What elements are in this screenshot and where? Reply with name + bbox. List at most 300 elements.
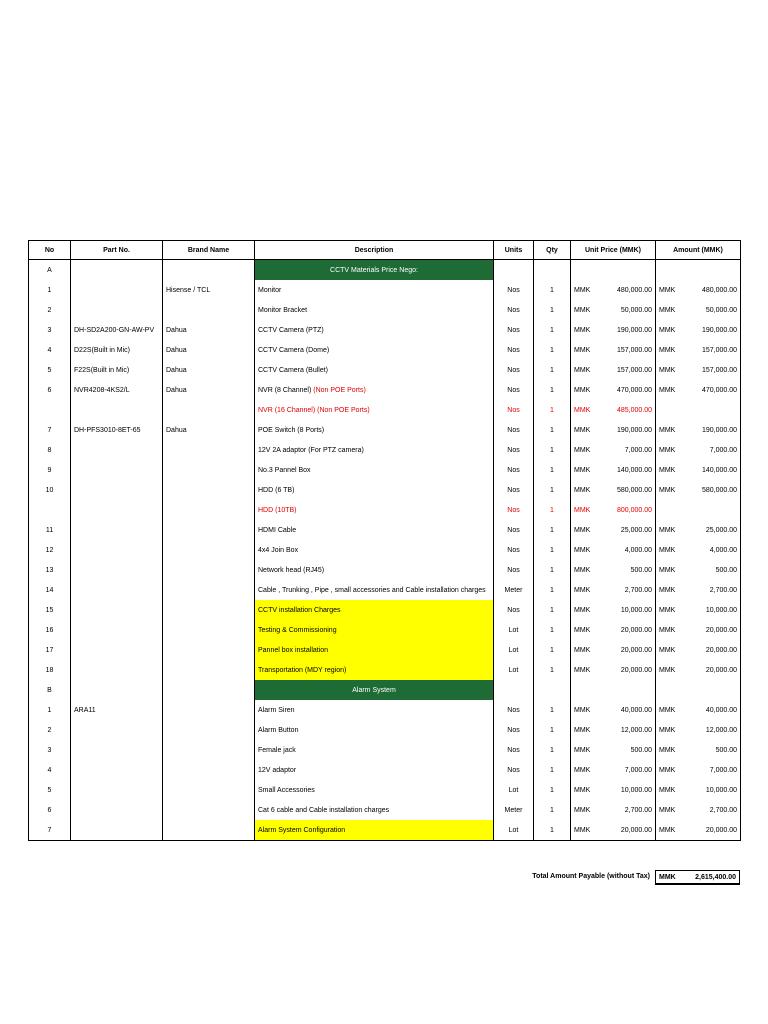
amount-cell	[656, 420, 741, 440]
quantity: 1	[534, 760, 571, 780]
value: 20,000.00	[620, 646, 652, 654]
amount-cell	[656, 320, 741, 340]
part-number	[71, 540, 163, 560]
currency-label: MMK	[659, 286, 676, 294]
brand-name	[163, 740, 255, 760]
amount-cell	[656, 520, 741, 540]
table-row	[29, 660, 741, 680]
brand-name	[163, 440, 255, 460]
amount-cell	[656, 540, 741, 560]
table-row	[29, 460, 741, 480]
unit-price-cell	[571, 780, 656, 800]
brand-name	[163, 660, 255, 680]
table-row	[29, 540, 741, 560]
value: 157,000.00	[701, 366, 737, 374]
amount-cell	[656, 360, 741, 380]
row-number: 2	[29, 300, 71, 320]
unit-price-cell	[571, 740, 656, 760]
table-row	[29, 480, 741, 500]
currency-label: MMK	[659, 386, 676, 394]
value: 157,000.00	[701, 346, 737, 354]
brand-cell	[163, 680, 255, 700]
table-row	[29, 620, 741, 640]
description	[255, 340, 494, 360]
row-number: 7	[29, 420, 71, 440]
row-number: A	[29, 260, 71, 281]
part-number: DH-SD2A200-GN-AW-PV	[71, 320, 163, 340]
amount-cell	[656, 580, 741, 600]
quantity: 1	[534, 600, 571, 620]
amount-cell	[656, 400, 741, 420]
value: 190,000.00	[701, 326, 737, 334]
table-row	[29, 560, 741, 580]
unit-price-cell	[571, 520, 656, 540]
currency-label: MMK	[659, 486, 676, 494]
table-row	[29, 780, 741, 800]
description	[255, 540, 494, 560]
table-row	[29, 360, 741, 380]
part-number	[71, 640, 163, 660]
brand-name: Dahua	[163, 340, 255, 360]
amount-cell	[656, 440, 741, 460]
amount-cell	[656, 800, 741, 820]
amount-cell	[656, 760, 741, 780]
quantity: 1	[534, 520, 571, 540]
description	[255, 480, 494, 500]
currency-label: MMK	[574, 346, 591, 354]
units: Nos	[494, 720, 534, 740]
table-row	[29, 800, 741, 820]
row-number: 1	[29, 280, 71, 300]
description	[255, 380, 494, 400]
value: 40,000.00	[620, 706, 652, 714]
description-text: Cable , Trunking , Pipe , small accessories and Cable installation charges	[258, 586, 486, 594]
table-row	[29, 420, 741, 440]
units: Lot	[494, 640, 534, 660]
description-text: Cat 6 cable and Cable installation charges	[258, 806, 390, 814]
units: Nos	[494, 760, 534, 780]
units: Nos	[494, 500, 534, 520]
unit-price-cell	[571, 600, 656, 620]
description	[255, 320, 494, 340]
description	[255, 500, 494, 520]
description-text: POE Switch (8 Ports)	[258, 426, 325, 434]
row-number: 5	[29, 780, 71, 800]
currency-label: MMK	[574, 766, 591, 774]
quantity: 1	[534, 340, 571, 360]
empty-cell	[494, 260, 534, 281]
unit-price-cell	[571, 660, 656, 680]
amount-cell	[656, 720, 741, 740]
unit-price-cell	[571, 580, 656, 600]
amount-cell	[656, 640, 741, 660]
value: 485,000.00	[616, 406, 652, 414]
currency-label: MMK	[659, 366, 676, 374]
value: 20,000.00	[620, 666, 652, 674]
row-number: 10	[29, 480, 71, 500]
currency-label: MMK	[659, 726, 676, 734]
units: Nos	[494, 520, 534, 540]
currency-label: MMK	[574, 706, 591, 714]
quantity: 1	[534, 820, 571, 841]
description-text: Alarm System Configuration	[258, 826, 346, 834]
table-row	[29, 380, 741, 400]
currency-label: MMK	[574, 786, 591, 794]
currency-label: MMK	[659, 646, 676, 654]
part-number	[71, 660, 163, 680]
units: Meter	[494, 580, 534, 600]
currency-label: MMK	[574, 446, 591, 454]
units: Lot	[494, 780, 534, 800]
row-number: 1	[29, 700, 71, 720]
row-number: 2	[29, 720, 71, 740]
section-row	[29, 680, 741, 700]
value: 157,000.00	[616, 366, 652, 374]
value: 40,000.00	[705, 706, 737, 714]
value: 190,000.00	[616, 426, 652, 434]
empty-cell	[656, 260, 741, 281]
row-number: 12	[29, 540, 71, 560]
currency-label: MMK	[659, 326, 676, 334]
description	[255, 420, 494, 440]
value: 2,700.00	[709, 586, 737, 594]
currency-label: MMK	[659, 526, 676, 534]
row-number: 16	[29, 620, 71, 640]
table-header-row	[29, 241, 741, 260]
row-number: 17	[29, 640, 71, 660]
amount-cell	[656, 600, 741, 620]
brand-name	[163, 520, 255, 540]
unit-price-cell	[571, 380, 656, 400]
unit-price-cell	[571, 440, 656, 460]
value: 20,000.00	[705, 646, 737, 654]
quantity: 1	[534, 360, 571, 380]
quantity: 1	[534, 580, 571, 600]
description	[255, 660, 494, 680]
description-text: 12V 2A adaptor (For PTZ camera)	[258, 446, 364, 454]
unit-price-cell	[571, 640, 656, 660]
row-number: 11	[29, 520, 71, 540]
unit-price-cell	[571, 800, 656, 820]
value: 480,000.00	[616, 286, 652, 294]
description-text: No.3 Pannel Box	[258, 466, 311, 474]
currency-label: MMK	[574, 626, 591, 634]
currency-label: MMK	[574, 606, 591, 614]
part-number: F22S(Built in Mic)	[71, 360, 163, 380]
quantity: 1	[534, 540, 571, 560]
total-label: Total Amount Payable (without Tax)	[532, 873, 650, 880]
part-number	[71, 720, 163, 740]
section-title: Alarm System	[255, 680, 494, 700]
quantity: 1	[534, 280, 571, 300]
value: 10,000.00	[705, 786, 737, 794]
unit-price-cell	[571, 620, 656, 640]
description-text: CCTV installation Charges	[258, 606, 341, 614]
row-number: 7	[29, 820, 71, 841]
description-text: Monitor Bracket	[258, 306, 308, 314]
currency-label: MMK	[574, 326, 591, 334]
table-row	[29, 300, 741, 320]
brand-name	[163, 580, 255, 600]
unit-price-cell	[571, 480, 656, 500]
brand-name	[163, 460, 255, 480]
units: Nos	[494, 380, 534, 400]
table-row	[29, 500, 741, 520]
row-number: B	[29, 680, 71, 700]
brand-name	[163, 540, 255, 560]
description-text: Network head (RJ45)	[258, 566, 325, 574]
description	[255, 720, 494, 740]
description-text: Small Accessories	[258, 786, 315, 794]
description	[255, 440, 494, 460]
value: 20,000.00	[620, 626, 652, 634]
quantity: 1	[534, 320, 571, 340]
value: 500.00	[630, 566, 652, 574]
description-text: Female jack	[258, 746, 296, 754]
description	[255, 460, 494, 480]
value: 7,000.00	[624, 766, 652, 774]
description	[255, 400, 494, 420]
currency-label: MMK	[574, 746, 591, 754]
currency-label: MMK	[574, 646, 591, 654]
section-row	[29, 260, 741, 281]
units: Meter	[494, 800, 534, 820]
currency-label: MMK	[574, 566, 591, 574]
quantity: 1	[534, 300, 571, 320]
brand-name	[163, 800, 255, 820]
part-number	[71, 580, 163, 600]
row-number: 13	[29, 560, 71, 580]
unit-price-cell	[571, 360, 656, 380]
table-body	[29, 260, 741, 841]
amount-cell	[656, 740, 741, 760]
description-text: NVR (8 Channel)	[258, 386, 312, 394]
value: 470,000.00	[701, 386, 737, 394]
description	[255, 700, 494, 720]
units: Nos	[494, 280, 534, 300]
value: 190,000.00	[701, 426, 737, 434]
description-text: HDMI Cable	[258, 526, 297, 534]
brand-name	[163, 560, 255, 580]
quantity: 1	[534, 380, 571, 400]
description-text: CCTV Camera (Dome)	[258, 346, 330, 354]
part-number	[71, 620, 163, 640]
part-number	[71, 600, 163, 620]
part-number	[71, 520, 163, 540]
row-number	[29, 500, 71, 520]
value: 50,000.00	[620, 306, 652, 314]
amount-cell	[656, 300, 741, 320]
description	[255, 520, 494, 540]
units: Nos	[494, 400, 534, 420]
units: Nos	[494, 480, 534, 500]
quantity: 1	[534, 660, 571, 680]
value: 500.00	[715, 746, 737, 754]
part-cell	[71, 260, 163, 281]
description-text: Alarm Siren	[258, 706, 295, 714]
currency-label: MMK	[659, 766, 676, 774]
unit-price-cell	[571, 500, 656, 520]
brand-name	[163, 600, 255, 620]
value: 2,700.00	[709, 806, 737, 814]
value: 4,000.00	[624, 546, 652, 554]
currency-label: MMK	[659, 826, 676, 834]
units: Nos	[494, 440, 534, 460]
table-row	[29, 640, 741, 660]
empty-cell	[571, 680, 656, 700]
part-number: NVR4208-4KS2/L	[71, 380, 163, 400]
value: 4,000.00	[709, 546, 737, 554]
units: Lot	[494, 620, 534, 640]
description-text: HDD (10TB)	[258, 506, 297, 514]
unit-price-cell	[571, 700, 656, 720]
empty-cell	[494, 680, 534, 700]
column-header: Amount (MMK)	[656, 241, 741, 260]
quantity: 1	[534, 480, 571, 500]
value: 7,000.00	[709, 766, 737, 774]
amount-cell	[656, 820, 741, 841]
units: Nos	[494, 560, 534, 580]
quantity: 1	[534, 440, 571, 460]
value: 7,000.00	[624, 446, 652, 454]
column-header: Part No.	[71, 241, 163, 260]
value: 12,000.00	[620, 726, 652, 734]
total-currency: MMK	[659, 873, 676, 881]
value: 800,000.00	[616, 506, 652, 514]
brand-name	[163, 720, 255, 740]
column-header: Brand Name	[163, 241, 255, 260]
unit-price-cell	[571, 300, 656, 320]
value: 20,000.00	[705, 626, 737, 634]
value: 480,000.00	[701, 286, 737, 294]
description-text: 4x4 Join Box	[258, 546, 299, 554]
value: 140,000.00	[701, 466, 737, 474]
description	[255, 620, 494, 640]
table-row	[29, 280, 741, 300]
description-text: Transportation (MDY region)	[258, 666, 347, 674]
quantity: 1	[534, 800, 571, 820]
currency-label: MMK	[659, 806, 676, 814]
value: 190,000.00	[616, 326, 652, 334]
currency-label: MMK	[574, 506, 591, 514]
description-text: 12V adaptor	[258, 766, 297, 774]
quantity: 1	[534, 720, 571, 740]
quantity: 1	[534, 740, 571, 760]
quantity: 1	[534, 620, 571, 640]
part-number	[71, 560, 163, 580]
units: Nos	[494, 460, 534, 480]
value: 470,000.00	[616, 386, 652, 394]
currency-label: MMK	[574, 526, 591, 534]
description	[255, 800, 494, 820]
total-amount-box	[655, 870, 740, 885]
empty-cell	[571, 260, 656, 281]
currency-label: MMK	[574, 306, 591, 314]
currency-label: MMK	[659, 346, 676, 354]
unit-price-cell	[571, 420, 656, 440]
value: 25,000.00	[705, 526, 737, 534]
value: 500.00	[630, 746, 652, 754]
part-number	[71, 400, 163, 420]
value: 10,000.00	[620, 786, 652, 794]
brand-name	[163, 480, 255, 500]
table-row	[29, 440, 741, 460]
currency-label: MMK	[659, 306, 676, 314]
currency-label: MMK	[574, 666, 591, 674]
unit-price-cell	[571, 720, 656, 740]
row-number: 14	[29, 580, 71, 600]
amount-cell	[656, 660, 741, 680]
brand-name	[163, 620, 255, 640]
value: 20,000.00	[705, 666, 737, 674]
units: Nos	[494, 420, 534, 440]
amount-cell	[656, 780, 741, 800]
quantity: 1	[534, 420, 571, 440]
part-number: ARA11	[71, 700, 163, 720]
description	[255, 580, 494, 600]
part-number	[71, 300, 163, 320]
currency-label: MMK	[574, 826, 591, 834]
row-number: 8	[29, 440, 71, 460]
currency-label: MMK	[574, 366, 591, 374]
table-row	[29, 600, 741, 620]
brand-name	[163, 640, 255, 660]
row-number: 15	[29, 600, 71, 620]
table-row	[29, 740, 741, 760]
unit-price-cell	[571, 340, 656, 360]
brand-name: Hisense / TCL	[163, 280, 255, 300]
units: Nos	[494, 740, 534, 760]
quantity: 1	[534, 780, 571, 800]
part-number	[71, 440, 163, 460]
value: 20,000.00	[620, 826, 652, 834]
currency-label: MMK	[659, 566, 676, 574]
description	[255, 360, 494, 380]
quantity: 1	[534, 640, 571, 660]
units: Lot	[494, 820, 534, 841]
column-header: No	[29, 241, 71, 260]
currency-label: MMK	[659, 626, 676, 634]
currency-label: MMK	[574, 486, 591, 494]
value: 2,700.00	[624, 586, 652, 594]
units: Nos	[494, 320, 534, 340]
column-header: Description	[255, 241, 494, 260]
value: 2,700.00	[624, 806, 652, 814]
total-row	[0, 870, 768, 886]
brand-name: Dahua	[163, 360, 255, 380]
currency-label: MMK	[659, 446, 676, 454]
quantity: 1	[534, 560, 571, 580]
amount-cell	[656, 560, 741, 580]
currency-label: MMK	[659, 746, 676, 754]
table-row	[29, 320, 741, 340]
part-number	[71, 480, 163, 500]
description-text: Alarm Button	[258, 726, 299, 734]
empty-cell	[656, 680, 741, 700]
description	[255, 740, 494, 760]
unit-price-cell	[571, 760, 656, 780]
brand-cell	[163, 260, 255, 281]
unit-price-cell	[571, 460, 656, 480]
unit-price-cell	[571, 820, 656, 841]
currency-label: MMK	[659, 466, 676, 474]
part-number	[71, 460, 163, 480]
currency-label: MMK	[659, 586, 676, 594]
value: 580,000.00	[616, 486, 652, 494]
column-header: Units	[494, 241, 534, 260]
empty-cell	[534, 260, 571, 281]
part-number	[71, 820, 163, 841]
